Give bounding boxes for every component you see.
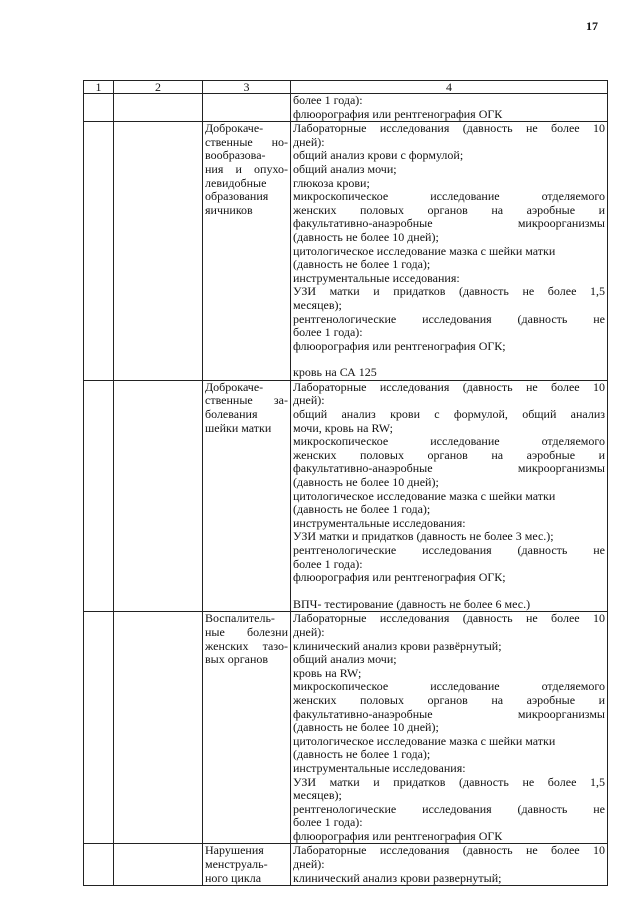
test-line: факультативно-анаэробные микроорганизмы (293, 461, 605, 476)
diagnosis-line: вых органов (205, 652, 269, 667)
tests-cell (291, 844, 608, 886)
diagnosis-line: образования (205, 189, 269, 204)
test-line: более 1 года): (293, 325, 363, 340)
test-line: более 1 года): (293, 93, 363, 107)
column-header-1: 1 (84, 81, 114, 94)
test-line: флюорография или рентгенография ОГК; (293, 570, 506, 585)
test-line: флюорография или рентгенография ОГК; (293, 338, 506, 353)
test-line: месяцев); (293, 297, 342, 312)
test-line: микроскопическое исследование отделяемого (293, 189, 605, 204)
test-line: инструментальные исследования: (293, 760, 466, 775)
table-row (84, 612, 608, 844)
diagnosis-line: Нарушения (205, 843, 264, 858)
test-line: цитологическое исследование мазка с шейки матки (293, 488, 556, 503)
column-header-2: 2 (114, 81, 203, 94)
diagnosis-line: Воспалитель- (205, 611, 275, 626)
tests-cell (291, 612, 608, 844)
tests-cell (291, 380, 608, 612)
diagnosis-line: яичников (205, 202, 253, 217)
diagnosis-line: левидобные (205, 175, 267, 190)
test-line: микроскопическое исследование отделяемого (293, 434, 605, 449)
cell-col1 (84, 612, 114, 844)
cell-col1 (84, 94, 114, 122)
test-line: факультативно-анаэробные микроорганизмы (293, 706, 605, 721)
test-line: более 1 года): (293, 556, 363, 571)
test-line: дней): (293, 134, 325, 149)
cell-col1 (84, 122, 114, 381)
test-line: (давность не более 10 дней); (293, 720, 439, 735)
test-line: дней): (293, 624, 325, 639)
test-line: общий анализ крови с формулой, общий анализ (293, 407, 605, 422)
diagnosis-line: женских тазо- (205, 638, 288, 653)
table-row (84, 844, 608, 886)
diagnosis-line: шейки матки (205, 420, 272, 435)
test-line: УЗИ матки и придатков (давность не более 1,5 (293, 774, 605, 789)
diagnosis-line: вообразова- (205, 148, 266, 163)
test-line: микроскопическое исследование отделяемого (293, 679, 605, 694)
table-row (84, 94, 608, 122)
test-line: УЗИ матки и придатков (давность не более 1,5 (293, 284, 605, 299)
column-header-4: 4 (291, 81, 608, 94)
diagnosis-cell (203, 612, 291, 844)
test-line: Лабораторные исследования (давность не более 10 (293, 380, 605, 394)
diagnosis-cell (203, 380, 291, 612)
table-row (84, 380, 608, 612)
cell-col2 (114, 844, 203, 886)
medical-examination-table (83, 80, 608, 886)
cell-col1 (84, 844, 114, 886)
test-line: (давность не более 1 года); (293, 502, 431, 517)
test-line: мочи, кровь на RW; (293, 420, 394, 435)
diagnosis-line: ственные за- (205, 393, 288, 408)
diagnosis-line: менструаль- (205, 857, 268, 872)
test-line: ВПЧ- тестирование (давность не более 6 мес.) (293, 596, 531, 611)
table-body (84, 81, 608, 886)
page-number: 17 (586, 19, 598, 33)
test-line: УЗИ матки и придатков (давность не более 3 мес.); (293, 529, 554, 544)
test-line: женских половых органов на аэробные и (293, 692, 605, 707)
test-line: более 1 года): (293, 815, 363, 830)
table-header-row (84, 81, 608, 94)
test-line: факультативно-анаэробные микроорганизмы (293, 216, 605, 231)
test-line: цитологическое исследование мазка с шейки матки (293, 733, 556, 748)
test-line: рентгенологические исследования (давность не (293, 311, 605, 326)
diagnosis-line: Доброкаче- (205, 121, 264, 136)
diagnosis-cell (203, 122, 291, 381)
test-line: женских половых органов на аэробные и (293, 447, 605, 462)
test-line: общий анализ крови с формулой; (293, 148, 464, 163)
test-line: женских половых органов на аэробные и (293, 202, 605, 217)
diagnosis-line: ственные но- (205, 134, 288, 149)
test-line: Лабораторные исследования (давность не более 10 (293, 843, 605, 858)
test-line: флюорография или рентгенография ОГК (293, 106, 503, 121)
test-line: (давность не более 10 дней); (293, 229, 439, 244)
test-line: инструментальные исседования: (293, 270, 460, 285)
test-line: клинический анализ крови развернутый; (293, 870, 502, 885)
tests-cell (291, 122, 608, 381)
test-line: (давность не более 1 года); (293, 257, 431, 272)
test-line: месяцев); (293, 788, 342, 803)
test-line: рентгенологические исследования (давность не (293, 543, 605, 557)
cell-col2 (114, 94, 203, 122)
test-line: общий анализ мочи; (293, 161, 397, 176)
test-line: рентгенологические исследования (давность не (293, 801, 605, 816)
test-line: кровь на RW; (293, 665, 362, 680)
tests-cell (291, 94, 608, 122)
column-header-3: 3 (203, 81, 291, 94)
diagnosis-line: ные болезни (205, 624, 288, 639)
test-line: глюкоза крови; (293, 175, 370, 190)
test-line (293, 585, 605, 598)
test-line: дней): (293, 857, 325, 872)
test-line: инструментальные исследования: (293, 515, 466, 530)
diagnosis-line: Доброкаче- (205, 380, 264, 394)
diagnosis-cell (203, 94, 291, 122)
diagnosis-line: ния и опухо- (205, 161, 288, 176)
table-row (84, 122, 608, 381)
test-line: дней): (293, 393, 325, 408)
cell-col2 (114, 380, 203, 612)
test-line: общий анализ мочи; (293, 652, 397, 667)
test-line: цитологическое исследование мазка с шейки матки (293, 243, 556, 258)
cell-col2 (114, 122, 203, 381)
test-line: кровь на СА 125 (293, 365, 377, 380)
test-line: Лабораторные исследования (давность не более 10 (293, 121, 605, 136)
test-line: клинический анализ крови развёрнутый; (293, 638, 502, 653)
test-line: Лабораторные исследования (давность не более 10 (293, 611, 605, 626)
test-line: (давность не более 1 года); (293, 747, 431, 762)
cell-col1 (84, 380, 114, 612)
test-line: (давность не более 10 дней); (293, 475, 439, 490)
diagnosis-cell (203, 844, 291, 886)
diagnosis-line: болевания (205, 407, 258, 422)
cell-col2 (114, 612, 203, 844)
test-line: флюорография или рентгенография ОГК (293, 828, 503, 843)
diagnosis-line: ного цикла (205, 870, 262, 885)
